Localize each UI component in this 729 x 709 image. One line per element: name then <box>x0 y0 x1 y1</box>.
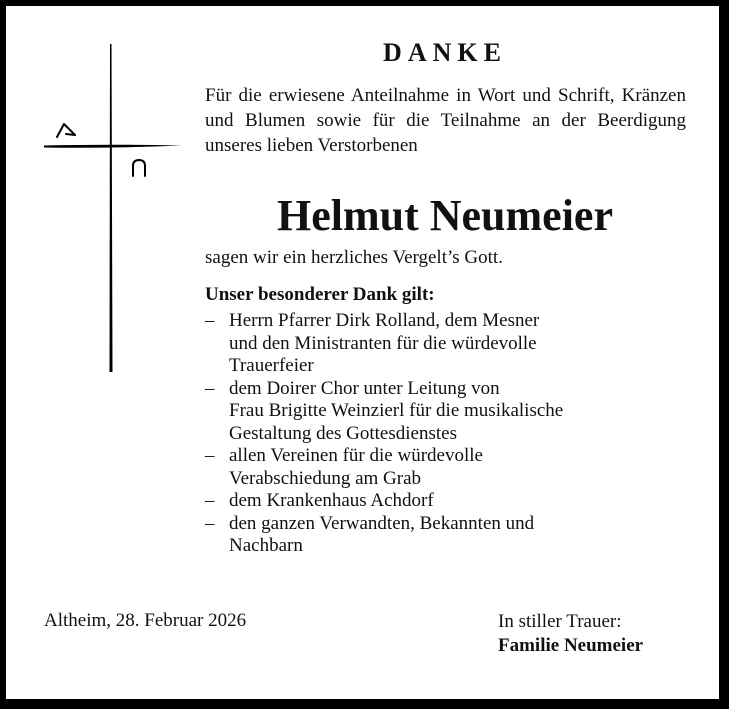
omega-icon <box>133 160 145 176</box>
bullet-dash: – <box>205 310 215 331</box>
thanks-list <box>205 310 695 558</box>
cross-alpha-omega-icon <box>0 0 200 380</box>
bullet-dash: – <box>205 445 215 466</box>
place-date: Altheim, 28. Februar 2026 <box>44 610 247 631</box>
list-item-line: Nachbarn <box>229 535 303 556</box>
list-item-line: Verabschiedung am Grab <box>229 467 422 489</box>
bullet-dash: – <box>205 377 215 399</box>
list-item-line: Frau Brigitte Weinzierl für die musikalische <box>229 400 564 421</box>
notice-title: DANKE <box>383 38 507 67</box>
list-item-line: dem Krankenhaus Achdorf <box>229 490 434 511</box>
thanks-line: sagen wir ein herzliches Vergelt’s Gott. <box>205 247 503 268</box>
list-item-line: dem Doirer Chor unter Leitung von <box>229 377 500 399</box>
list-item-line: Trauerfeier <box>229 355 314 376</box>
intro-text: Für die erwiesene Anteilnahme in Wort und Schrift, Kränzen und Blumen sowie für die Teilnahme an der Beerdigung unseres lieben Verstorbenen <box>205 85 686 156</box>
list-item <box>205 310 695 378</box>
mourners-block <box>498 610 643 658</box>
list-item-line: allen Vereinen für die würdevolle <box>229 445 483 466</box>
special-thanks-heading: Unser besonderer Dank gilt: <box>205 284 435 305</box>
family-name: Familie Neumeier <box>498 635 644 656</box>
bullet-dash: – <box>205 490 215 511</box>
alpha-icon <box>57 124 75 137</box>
list-item <box>205 513 695 558</box>
mourning-label: In stiller Trauer: <box>498 611 622 632</box>
deceased-name: Helmut Neumeier <box>277 191 613 240</box>
list-item <box>205 490 695 513</box>
list-item-line: Gestaltung des Gottesdienstes <box>229 422 457 444</box>
list-item <box>205 378 695 446</box>
list-item-line: Herrn Pfarrer Dirk Rolland, dem Mesner <box>229 310 540 331</box>
list-item-line: den ganzen Verwandten, Bekannten und <box>229 512 535 534</box>
list-item-line: und den Ministranten für die würdevolle <box>229 332 537 354</box>
list-item <box>205 445 695 490</box>
bullet-dash: – <box>205 512 215 534</box>
